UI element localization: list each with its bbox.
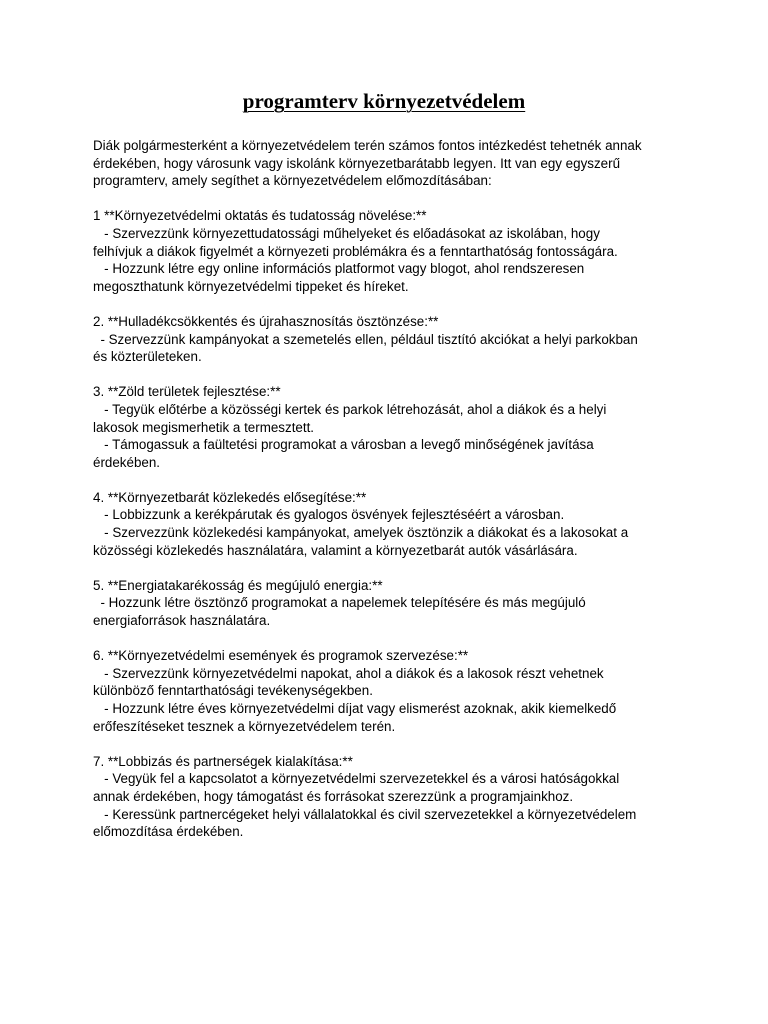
text-line: - Szervezzünk környezetvédelmi napokat, ahol a diákok és a lakosok részt vehetnek bbox=[93, 665, 604, 681]
text-line: megoszthatunk környezetvédelmi tippeket és híreket. bbox=[93, 278, 409, 294]
text-line: - Szervezzünk környezettudatossági műhelyeket és előadásokat az iskolában, hogy bbox=[93, 225, 600, 241]
text-line: - Szervezzünk kampányokat a szemetelés ellen, például tisztító akciókat a helyi parkokban bbox=[93, 331, 638, 347]
text-line: erőfeszítéseket tesznek a környezetvédelem terén. bbox=[93, 718, 396, 734]
text-line bbox=[93, 735, 693, 753]
text-line: közösségi közlekedés használatára, valamint a környezetbarát autók vásárlására. bbox=[93, 542, 578, 558]
text-line bbox=[93, 559, 693, 577]
text-line: és közterületeken. bbox=[93, 349, 202, 365]
text-line bbox=[93, 366, 693, 384]
text-line: érdekében. bbox=[93, 454, 161, 470]
text-line: felhívjuk a diákok figyelmét a környezeti problémákra és a fenntarthatóság fontosságára. bbox=[93, 243, 618, 259]
text-line: 2. **Hulladékcsökkentés és újrahasznosítás ösztönzése:** bbox=[93, 313, 439, 329]
text-line: - Lobbizzunk a kerékpárutak és gyalogos ösvények fejlesztéséért a városban. bbox=[93, 507, 565, 523]
text-line: - Vegyük fel a kapcsolatot a környezetvédelmi szervezetekkel és a városi hatóságokkal bbox=[93, 771, 620, 787]
text-line: - Hozzunk létre éves környezetvédelmi díjat vagy elismerést azoknak, akik kiemelkedő bbox=[93, 701, 617, 716]
text-line: Diák polgármesterként a környezetvédelem terén számos fontos intézkedést tehetnék annak bbox=[93, 138, 642, 153]
text-line: különböző fenntarthatósági tevékenységekben. bbox=[93, 683, 373, 699]
text-line: 6. **Környezetvédelmi események és programok szervezése:** bbox=[93, 648, 469, 664]
text-line: - Szervezzünk közlekedési kampányokat, amelyek ösztönzik a diákokat és a lakosokat a bbox=[93, 525, 629, 541]
text-line: - Támogassuk a faültetési programokat a városban a levegő minőségének javítása bbox=[93, 437, 594, 453]
text-line: energiaforrások használatára. bbox=[93, 613, 271, 629]
text-line bbox=[93, 630, 693, 648]
text-line bbox=[93, 471, 693, 489]
text-line: 1 **Környezetvédelmi oktatás és tudatosság növelése:** bbox=[93, 208, 427, 224]
text-line: 4. **Környezetbarát közlekedés elősegítése:** bbox=[93, 489, 367, 505]
text-line: - Hozzunk létre egy online információs platformot vagy blogot, ahol rendszeresen bbox=[93, 261, 585, 277]
text-line: programterv, amely segíthet a környezetvédelem előmozdításában: bbox=[93, 173, 492, 189]
text-line: 5. **Energiatakarékosság és megújuló energia:** bbox=[93, 577, 383, 593]
text-line bbox=[93, 295, 693, 313]
text-line: - Keressünk partnercégeket helyi vállalatokkal és civil szervezetekkel a környezetvédelem bbox=[93, 806, 637, 822]
text-line: - Hozzunk létre ösztönző programokat a napelemek telepítésére és más megújuló bbox=[93, 595, 586, 611]
text-line bbox=[93, 190, 693, 208]
text-line: annak érdekében, hogy támogatást és forrásokat szerezzünk a programjainkhoz. bbox=[93, 788, 574, 804]
text-line: 3. **Zöld területek fejlesztése:** bbox=[93, 384, 281, 400]
text-line: érdekében, hogy városunk vagy iskolánk környezetbarátabb legyen. Itt van egy egyszerű bbox=[93, 155, 621, 171]
text-line: lakosok megismerhetik a termesztett. bbox=[93, 419, 315, 435]
document-title: programterv környezetvédelem bbox=[242, 89, 526, 113]
text-line: 7. **Lobbizás és partnerségek kialakítása:** bbox=[93, 753, 353, 769]
text-line: előmozdítása érdekében. bbox=[93, 824, 244, 840]
document-body bbox=[93, 137, 693, 841]
text-line: - Tegyük előtérbe a közösségi kertek és parkok létrehozását, ahol a diákok és a helyi bbox=[93, 401, 607, 417]
